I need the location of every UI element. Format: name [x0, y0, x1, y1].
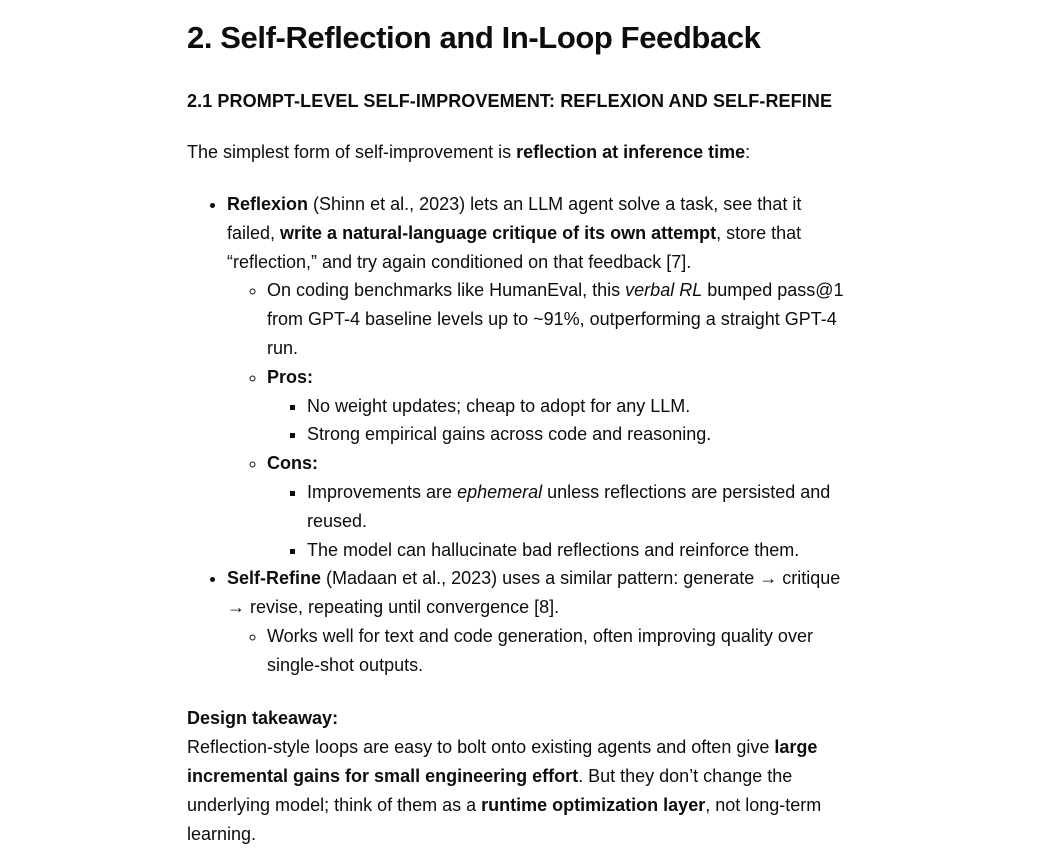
benchmark-text-2: bumped pass@1 from GPT-4 baseline levels up to ~91%, outperforming a straight GPT-4 run.	[267, 280, 844, 358]
intro-text: The simplest form of self-improvement is	[187, 142, 517, 162]
selfrefine-text: (Madaan et al., 2023) uses a similar pattern: generate → critique → revise, repeating until convergence [8].	[227, 568, 841, 618]
takeaway-paragraph	[187, 733, 847, 849]
intro-colon: :	[745, 142, 751, 162]
takeaway-text-2: . But they don’t change the underlying model; think of them as a	[187, 765, 793, 815]
takeaway-bold-2: runtime optimization layer	[481, 794, 706, 815]
selfrefine-name: Self-Refine	[227, 568, 322, 589]
article	[187, 16, 847, 849]
selfrefine-sublist	[227, 622, 847, 680]
reflexion-sublist	[227, 276, 847, 564]
takeaway-text-1: Reflection-style loops are easy to bolt onto existing agents and often give	[187, 736, 775, 757]
takeaway-heading-text: Design takeaway:	[187, 707, 339, 728]
cons-label: Cons:	[267, 453, 318, 474]
takeaway-text-3: , not long-term learning.	[187, 794, 822, 844]
pros-list	[267, 392, 847, 450]
reflexion-text-2: , store that “reflection,” and try again conditioned on that feedback [7].	[227, 222, 802, 272]
cons-italic: ephemeral	[457, 481, 543, 502]
reflexion-item	[227, 190, 847, 564]
takeaway-bold-1: large incremental gains for small engineering effort	[187, 736, 818, 786]
benchmark-italic: verbal RL	[625, 280, 703, 301]
selfrefine-item	[227, 564, 847, 679]
selfrefine-sub-item: ◦ Works well for text and code generation, often improving quality over single-shot outputs.	[267, 622, 847, 680]
intro-paragraph	[187, 138, 847, 167]
takeaway-heading	[187, 704, 847, 733]
reflexion-name: Reflexion	[227, 194, 309, 214]
reflexion-text-1: (Shinn et al., 2023) lets an LLM agent solve a task, see that it failed,	[227, 194, 802, 243]
pros-item	[267, 363, 847, 449]
section-title: 2. Self-Reflection and In-Loop Feedback	[187, 20, 761, 55]
cons-list-item	[307, 478, 847, 536]
intro-bold: reflection at inference time	[516, 142, 746, 162]
cons-item	[267, 449, 847, 564]
pros-list-item: ▪ Strong empirical gains across code and reasoning.	[307, 420, 847, 449]
cons-list-item: ▪ The model can hallucinate bad reflections and reinforce them.	[307, 536, 847, 565]
approach-list	[187, 190, 847, 680]
pros-label: Pros:	[267, 366, 314, 387]
pros-list-item: ▪ No weight updates; cheap to adopt for any LLM.	[307, 392, 847, 421]
cons-text-1: Improvements are	[307, 481, 458, 502]
subsection-title: 2.1 PROMPT-LEVEL SELF-IMPROVEMENT: REFLEXION AND SELF-REFINE	[187, 91, 833, 111]
benchmark-text-1: On coding benchmarks like HumanEval, this	[267, 280, 626, 301]
cons-list	[267, 478, 847, 564]
cons-text-2: unless reflections are persisted and reused.	[307, 481, 831, 531]
reflexion-bold-1: write a natural-language critique of its own attempt	[280, 222, 717, 243]
reflexion-benchmark-item	[267, 276, 847, 362]
